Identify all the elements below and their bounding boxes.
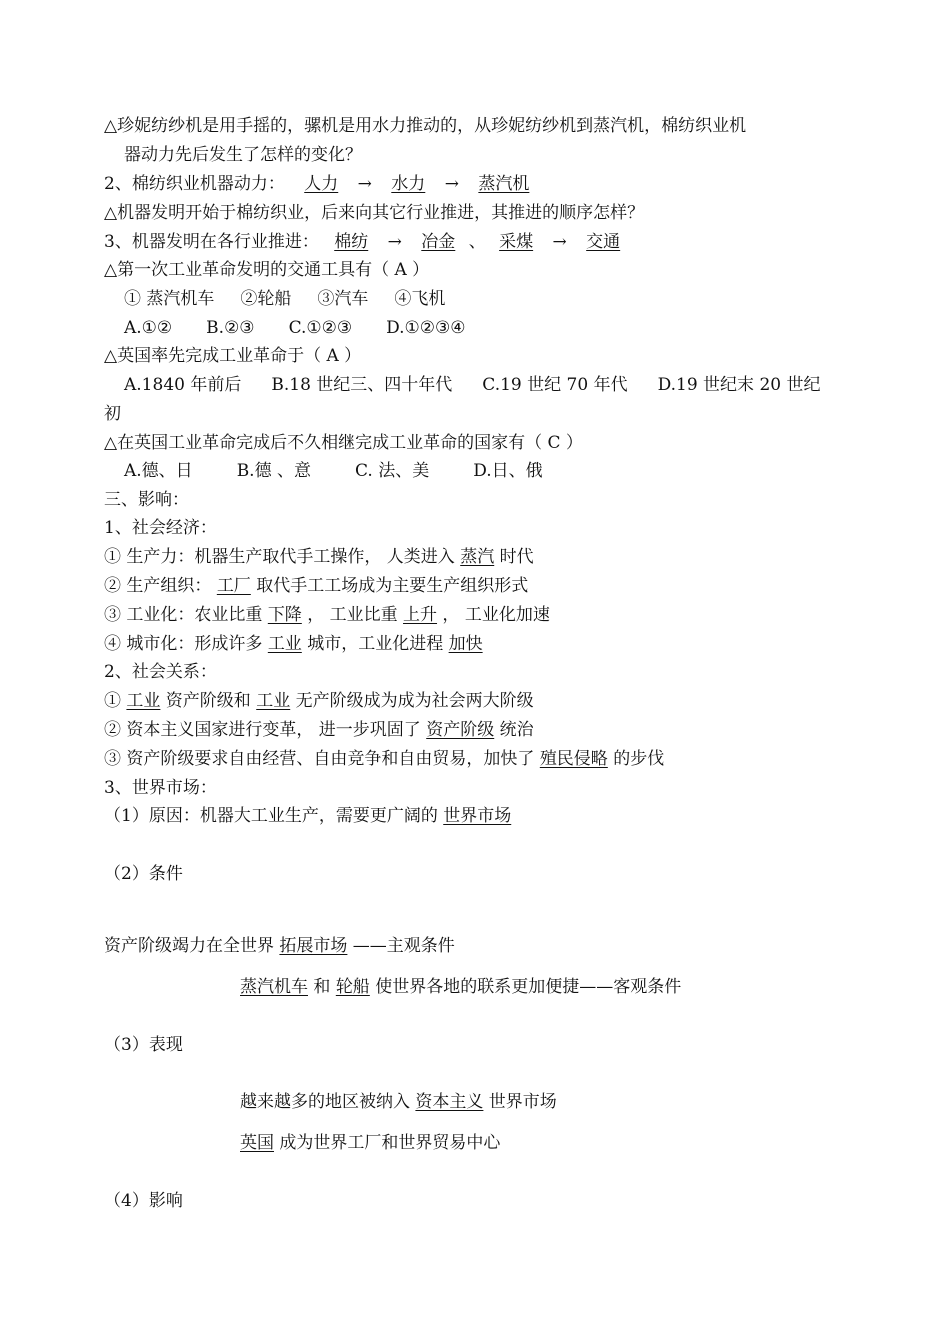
text: ③ 资产阶级要求自由经营、自由竞争和自由贸易，加快了 xyxy=(104,749,540,769)
answer-factory: 工厂 xyxy=(216,576,251,596)
text: ④ 城市化：形成许多 xyxy=(104,634,268,654)
economy-item-3 xyxy=(104,604,550,626)
text: ① xyxy=(104,691,127,711)
question-5-stem: △在英国工业革命完成后不久相继完成工业革命的国家有（ C ） xyxy=(104,433,583,453)
economy-item-4 xyxy=(104,633,483,655)
option-b: B.18 世纪三、四十年代 xyxy=(271,375,453,395)
separator: 、 xyxy=(468,232,486,252)
text: 资产阶级和 xyxy=(160,691,257,711)
answer-mining: 采煤 xyxy=(499,232,534,252)
item: ③汽车 xyxy=(317,289,369,309)
text: 和 xyxy=(308,977,336,997)
market-condition-heading: （2）条件 xyxy=(104,864,183,884)
question-3-stem: △第一次工业革命发明的交通工具有（ A ） xyxy=(104,260,430,280)
answer-decline: 下降 xyxy=(267,605,302,625)
text: ， 工业比重 xyxy=(301,605,404,625)
option-b: B.②③ xyxy=(206,318,255,338)
answer-steamship: 轮船 xyxy=(335,977,370,997)
answer-metallurgy: 冶金 xyxy=(421,232,456,252)
answer-britain: 英国 xyxy=(240,1133,274,1153)
answer-steam-engine: 蒸汽机 xyxy=(478,174,530,194)
text: （1）原因：机器大工业生产，需要更广阔的 xyxy=(104,806,444,826)
answer-rise: 上升 xyxy=(403,605,438,625)
social-item-2 xyxy=(104,719,534,741)
answer-industrial: 工业 xyxy=(126,691,161,711)
section-social: 2、社会关系： xyxy=(104,662,217,682)
text: 统治 xyxy=(494,720,534,740)
arrow-icon: → xyxy=(444,174,459,194)
option-d: D.19 世纪末 20 世纪 xyxy=(657,375,821,395)
option-d: D.①②③④ xyxy=(386,318,466,338)
answer-steam-locomotive: 蒸汽机车 xyxy=(240,977,308,997)
section-economy: 1、社会经济： xyxy=(104,518,217,538)
answer-industrial: 工业 xyxy=(256,691,291,711)
text: 世界市场 xyxy=(483,1092,557,1112)
market-show-heading: （3）表现 xyxy=(104,1035,183,1055)
answer-manpower: 人力 xyxy=(304,174,339,194)
option-a: A.德、日 xyxy=(124,461,193,481)
option-c: C.①②③ xyxy=(288,318,353,338)
option-c: C. 法、美 xyxy=(355,461,430,481)
condition-objective xyxy=(240,976,681,998)
power-line xyxy=(104,173,529,195)
question-3-items xyxy=(124,288,445,310)
economy-item-1 xyxy=(104,546,534,568)
social-item-3 xyxy=(104,748,664,770)
option-b: B.德 、意 xyxy=(236,461,311,481)
answer-steam: 蒸汽 xyxy=(460,547,495,567)
answer-colonial: 殖民侵略 xyxy=(539,749,608,769)
market-impact-heading: （4）影响 xyxy=(104,1191,183,1211)
text: ， 工业化加速 xyxy=(437,605,550,625)
option-a: A.①② xyxy=(124,318,173,338)
question-2: △机器发明开始于棉纺织业，后来向其它行业推进，其推进的顺序怎样？ xyxy=(104,203,645,223)
answer-bourgeoisie: 资产阶级 xyxy=(426,720,495,740)
option-c: C.19 世纪 70 年代 xyxy=(482,375,628,395)
spread-label: 3、机器发明在各行业推进： xyxy=(104,232,319,252)
answer-cotton: 棉纺 xyxy=(334,232,369,252)
text: ——主观条件 xyxy=(347,936,455,956)
text: ② 生产组织： xyxy=(104,576,217,596)
question-3-options xyxy=(124,317,465,339)
text: 的步伐 xyxy=(607,749,665,769)
show-item-2 xyxy=(240,1132,500,1154)
item: ②轮船 xyxy=(240,289,292,309)
question-1-line-1: △珍妮纺纱机是用手摇的，骡机是用水力推动的，从珍妮纺纱机到蒸汽机，棉纺织业机 xyxy=(104,116,747,136)
text: 时代 xyxy=(494,547,534,567)
market-cause xyxy=(104,805,511,827)
section-world-market: 3、世界市场： xyxy=(104,778,217,798)
text: 取代手工工场成为主要生产组织形式 xyxy=(250,576,529,596)
show-item-1 xyxy=(240,1091,557,1113)
answer-capitalism: 资本主义 xyxy=(415,1092,484,1112)
impact-heading: 三、影响： xyxy=(104,490,189,510)
answer-world-market: 世界市场 xyxy=(443,806,512,826)
answer-expand-market: 拓展市场 xyxy=(279,936,348,956)
question-1-line-2: 器动力先后发生了怎样的变化？ xyxy=(124,145,362,165)
answer-accelerate: 加快 xyxy=(448,634,483,654)
item: ④飞机 xyxy=(394,289,446,309)
arrow-icon: → xyxy=(552,232,567,252)
question-5-options xyxy=(124,460,543,482)
item: ① 蒸汽机车 xyxy=(124,289,215,309)
question-4-wrap: 初 xyxy=(104,404,121,424)
economy-item-2 xyxy=(104,575,528,597)
spread-line xyxy=(104,231,620,253)
text: 越来越多的地区被纳入 xyxy=(240,1092,416,1112)
text: 城市，工业化进程 xyxy=(301,634,449,654)
text: ② 资本主义国家进行变革， 进一步巩固了 xyxy=(104,720,427,740)
answer-transport: 交通 xyxy=(586,232,621,252)
text: ① 生产力：机器生产取代手工操作， 人类进入 xyxy=(104,547,461,567)
option-a: A.1840 年前后 xyxy=(124,375,242,395)
text: 使世界各地的联系更加便捷——客观条件 xyxy=(369,977,682,997)
arrow-icon: → xyxy=(357,174,372,194)
text: 成为世界工厂和世界贸易中心 xyxy=(274,1133,501,1153)
answer-waterpower: 水力 xyxy=(391,174,426,194)
text: 资产阶级竭力在全世界 xyxy=(104,936,280,956)
arrow-icon: → xyxy=(387,232,402,252)
text: ③ 工业化：农业比重 xyxy=(104,605,268,625)
question-4-stem: △英国率先完成工业革命于（ A ） xyxy=(104,346,362,366)
social-item-1 xyxy=(104,690,534,712)
text: 无产阶级成为成为社会两大阶级 xyxy=(290,691,534,711)
power-label: 2、棉纺织业机器动力： xyxy=(104,174,285,194)
condition-subjective xyxy=(104,935,455,957)
answer-industrial: 工业 xyxy=(267,634,302,654)
question-4-options xyxy=(124,374,820,396)
option-d: D.日、俄 xyxy=(473,461,543,481)
